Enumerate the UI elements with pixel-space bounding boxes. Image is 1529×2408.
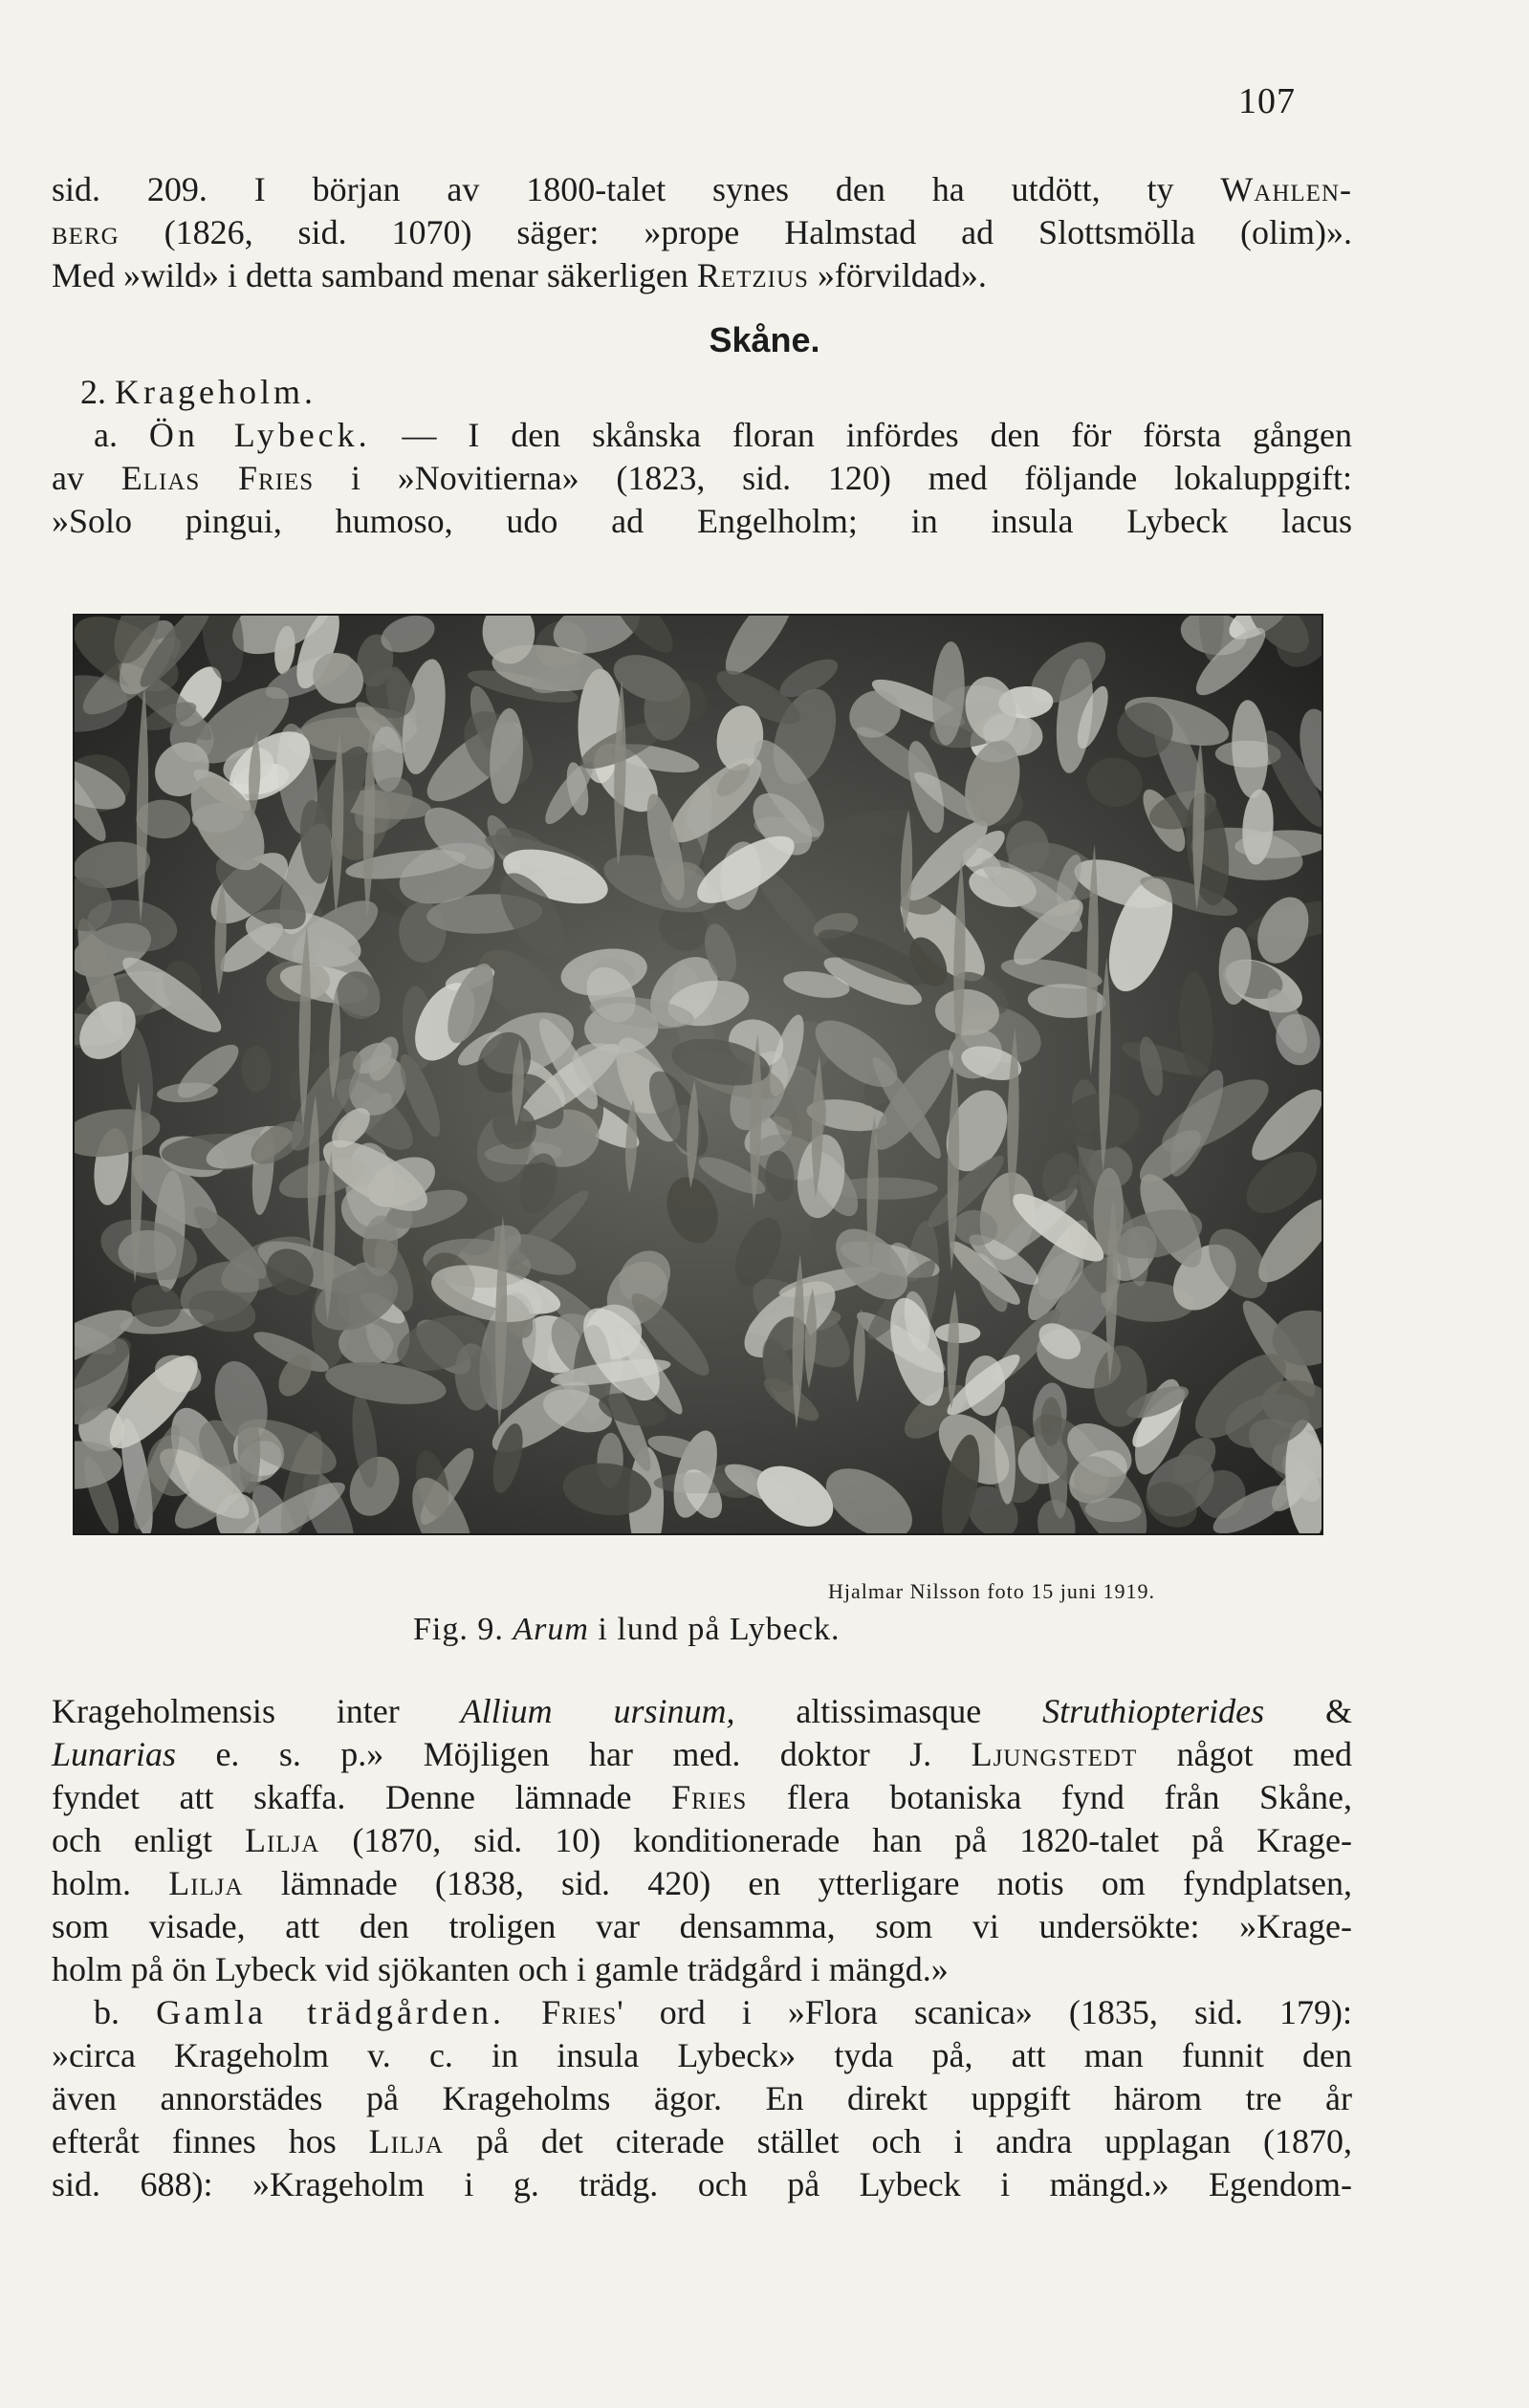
figure-photograph bbox=[73, 614, 1323, 1535]
text-line: som visade, att den troligen var densamma, som vi undersökte: »Krage- bbox=[52, 1907, 1352, 1945]
text-line: Med »wild» i detta samband menar säkerligen Retzius »förvildad». bbox=[52, 256, 987, 294]
text-line: holm. Lilja lämnade (1838, sid. 420) en ytterligare notis om fyndplatsen, bbox=[52, 1864, 1352, 1902]
section-heading: Skåne. bbox=[709, 320, 820, 359]
arum-photo-illustration bbox=[75, 616, 1321, 1533]
author-name: Lilja bbox=[168, 1864, 244, 1902]
top-paragraph bbox=[52, 168, 1352, 297]
figure-caption: Fig. 9. Arum i lund på Lybeck. bbox=[413, 1612, 841, 1647]
list-item-heading: 2. Krageholm. bbox=[80, 373, 317, 411]
text-line: och enligt Lilja (1870, sid. 10) konditionerade han på 1820-talet på Krage- bbox=[52, 1821, 1352, 1859]
bottom-paragraph bbox=[52, 1690, 1352, 2206]
text-line: »circa Krageholm v. c. in insula Lybeck» tyda på, att man funnit den bbox=[52, 2036, 1352, 2074]
section-intro bbox=[52, 371, 1352, 543]
author-name: Lilja bbox=[244, 1821, 320, 1859]
text-line: av Elias Fries i »Novitierna» (1823, sid. 120) med följande lokaluppgift: bbox=[52, 459, 1352, 497]
text-line: sid. 209. I början av 1800-talet synes den ha utdött, ty Wahlen- bbox=[52, 170, 1352, 208]
leaf-shape bbox=[1040, 1397, 1061, 1445]
author-name: berg bbox=[52, 213, 120, 251]
author-name: Ljungstedt bbox=[971, 1735, 1138, 1773]
author-name: Fries bbox=[541, 1993, 618, 2031]
text-line: Lunarias e. s. p.» Möjligen har med. doktor J. Ljungstedt något med bbox=[52, 1735, 1352, 1773]
text-line: sid. 688): »Krageholm i g. trädg. och på Lybeck i mängd.» Egendom- bbox=[52, 2165, 1352, 2203]
text-line: även annorstädes på Krageholms ägor. En direkt uppgift härom tre år bbox=[52, 2079, 1352, 2117]
page-number: 107 bbox=[1238, 81, 1296, 121]
text-line: a. Ön Lybeck. — I den skånska floran infördes den för första gången bbox=[94, 416, 1352, 454]
author-name: Elias Fries bbox=[120, 459, 315, 497]
text-line: holm på ön Lybeck vid sjökanten och i gamle trädgård i mängd.» bbox=[52, 1950, 949, 1988]
photo-credit: Hjalmar Nilsson foto 15 juni 1919. bbox=[828, 1579, 1155, 1603]
author-name: Wahlen- bbox=[1220, 170, 1352, 208]
text-line: Krageholmensis inter Allium ursinum, altissimasque Struthiopterides & bbox=[52, 1692, 1352, 1730]
text-line: »Solo pingui, humoso, udo ad Engelholm; in insula Lybeck lacus bbox=[52, 502, 1352, 540]
text-line: b. Gamla trädgården. Fries' ord i »Flora scanica» (1835, sid. 179): bbox=[94, 1993, 1353, 2031]
text-line: fyndet att skaffa. Denne lämnade Fries flera botaniska fynd från Skåne, bbox=[52, 1778, 1353, 1816]
author-name: Retzius bbox=[696, 256, 809, 294]
author-name: Lilja bbox=[368, 2122, 445, 2160]
author-name: Fries bbox=[671, 1778, 748, 1816]
text-line: berg (1826, sid. 1070) säger: »prope Halmstad ad Slottsmölla (olim)». bbox=[52, 213, 1352, 251]
text-line: efteråt finnes hos Lilja på det citerade stället och i andra upplagan (1870, bbox=[52, 2122, 1352, 2160]
